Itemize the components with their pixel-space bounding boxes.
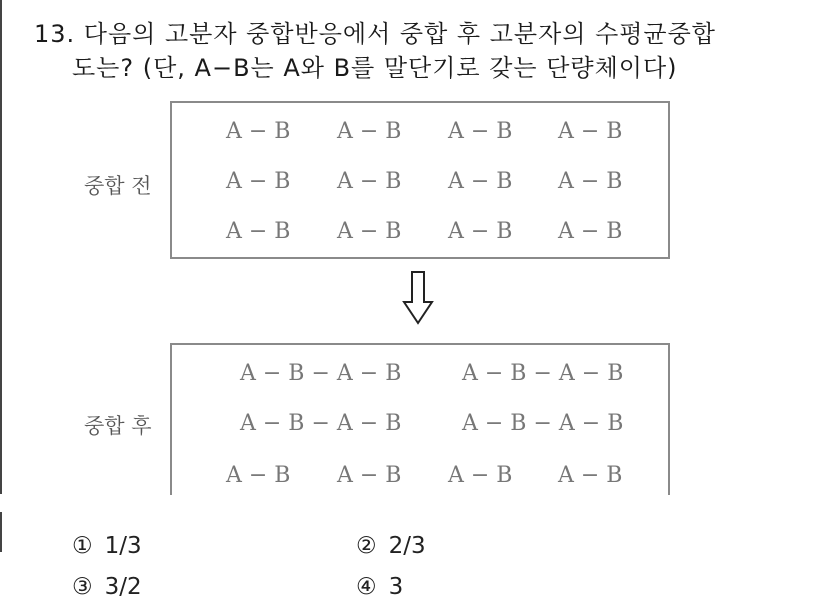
monomer-cell: A − B	[337, 219, 402, 244]
monomer-cell: A − B	[448, 219, 513, 244]
monomer-cell: A − B	[337, 119, 402, 144]
down-arrow-icon	[402, 270, 434, 326]
choice-text: 1/3	[104, 533, 142, 559]
monomer-cell: A − B	[448, 169, 513, 194]
choice-number: ②	[356, 533, 377, 559]
dimer-cell: A − B − A − B	[462, 361, 624, 386]
choice-1[interactable]	[72, 533, 142, 559]
dimer-cell: A − B − A − B	[240, 361, 402, 386]
figure-crop-mask	[160, 495, 680, 525]
monomer-cell: A − B	[226, 219, 291, 244]
choice-text: 3	[388, 574, 404, 600]
choice-number: ④	[356, 574, 377, 600]
monomer-cell: A − B	[337, 169, 402, 194]
question-line-1: 13. 다음의 고분자 중합반응에서 중합 후 고분자의 수평균중합	[34, 20, 716, 48]
monomer-cell: A − B	[558, 463, 623, 488]
monomer-cell: A − B	[226, 463, 291, 488]
choice-3[interactable]	[72, 574, 142, 600]
choice-4[interactable]	[356, 574, 403, 600]
after-label: 중합 후	[84, 414, 152, 438]
monomer-cell: A − B	[337, 463, 402, 488]
monomer-cell: A − B	[448, 119, 513, 144]
left-margin-line-lower	[0, 512, 2, 552]
monomer-cell: A − B	[558, 119, 623, 144]
before-box	[170, 101, 670, 259]
choice-text: 2/3	[388, 533, 426, 559]
monomer-cell: A − B	[226, 119, 291, 144]
choice-number: ①	[72, 533, 93, 559]
monomer-cell: A − B	[448, 463, 513, 488]
choice-number: ③	[72, 574, 93, 600]
question-line-2: 도는? (단, A−B는 A와 B를 말단기로 갖는 단량체이다)	[72, 54, 678, 82]
left-margin-line	[0, 0, 2, 494]
dimer-cell: A − B − A − B	[462, 411, 624, 436]
dimer-cell: A − B − A − B	[240, 411, 402, 436]
choice-2[interactable]	[356, 533, 426, 559]
choice-text: 3/2	[104, 574, 142, 600]
monomer-cell: A − B	[226, 169, 291, 194]
monomer-cell: A − B	[558, 169, 623, 194]
after-box	[170, 343, 670, 518]
before-label: 중합 전	[84, 174, 152, 198]
monomer-cell: A − B	[558, 219, 623, 244]
